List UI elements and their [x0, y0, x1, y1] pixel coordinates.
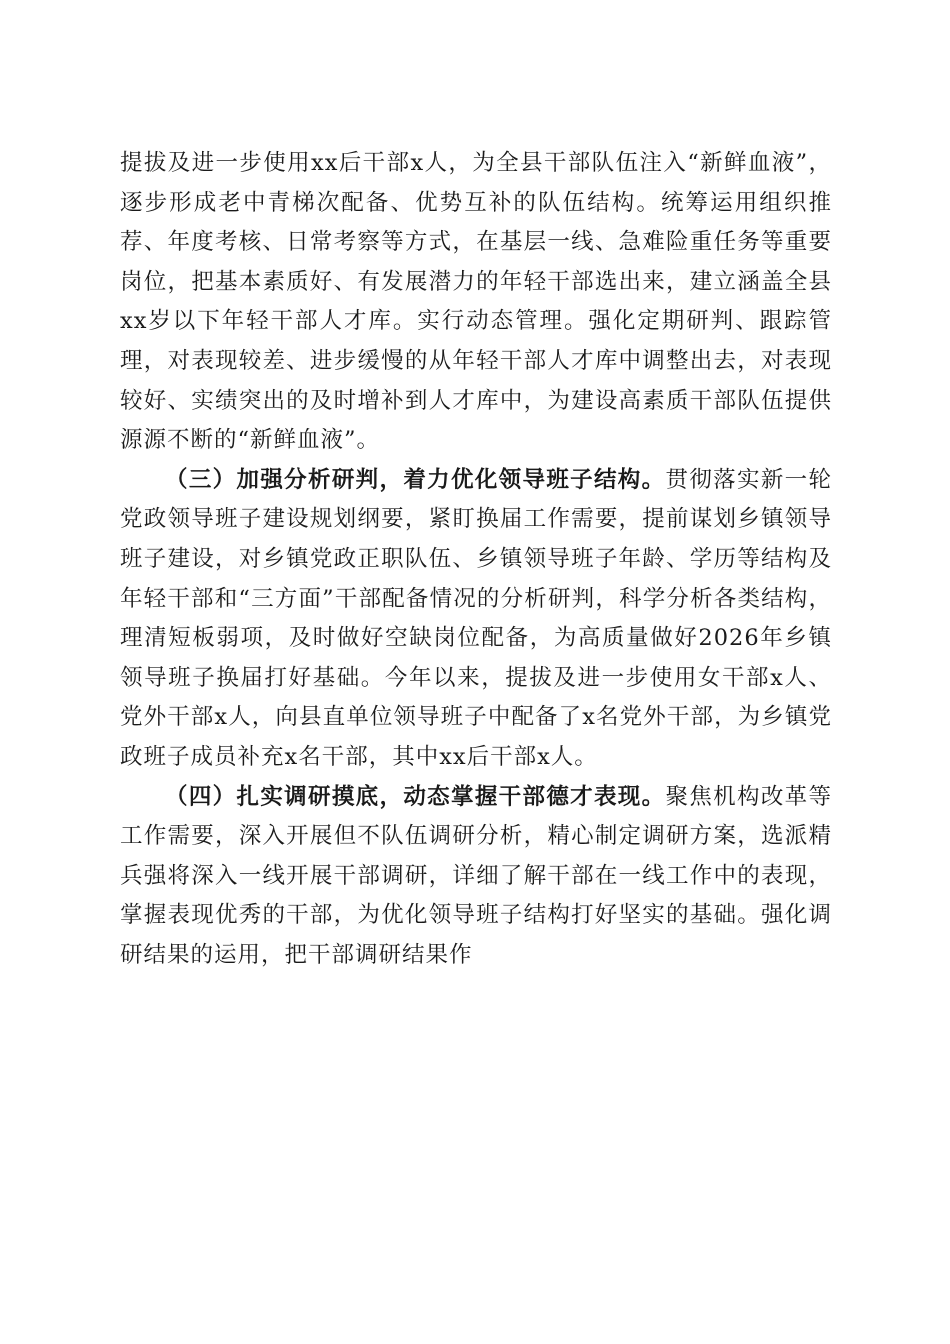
- section-heading: （三）加强分析研判，着力优化领导班子结构。: [165, 466, 666, 493]
- paragraph-text: 贯彻落实新一轮党政领导班子建设规划纲要，紧盯换届工作需要，提前谋划乡镇领导班子建设，对乡镇党政正职队伍、乡镇领导班子年龄、学历等结构及年轻干部和“三方面”干部配备情况的分析研判，科学分析各类结构，理清短板弱项，及时做好空缺岗位配备，为高质量做好2026年乡镇领导班子换届打好基础。今年以来，提拔及进一步使用女干部x人、党外干部x人，向县直单位领导班子中配备了x名党外干部，为乡镇党政班子成员补充x名干部，其中xx后干部x人。: [120, 466, 832, 770]
- section-heading: （四）扎实调研摸底，动态掌握干部德才表现。: [165, 783, 666, 810]
- paragraph-section-three: [120, 461, 832, 778]
- paragraph-text: 聚焦机构改革等工作需要，深入开展但不队伍调研分析，精心制定调研方案，选派精兵强将深入一线开展干部调研，详细了解干部在一线工作中的表现，掌握表现优秀的干部，为优化领导班子结构打好坚实的基础。强化调研结果的运用，把干部调研结果作: [120, 783, 832, 968]
- paragraph-section-four: [120, 778, 832, 976]
- paragraph-continuation: [120, 144, 832, 461]
- paragraph-text: 提拔及进一步使用xx后干部x人，为全县干部队伍注入“新鲜血液”，逐步形成老中青梯次配备、优势互补的队伍结构。统筹运用组织推荐、年度考核、日常考察等方式，在基层一线、急难险重任务等重要岗位，把基本素质好、有发展潜力的年轻干部选出来，建立涵盖全县xx岁以下年轻干部人才库。实行动态管理。强化定期研判、跟踪管理，对表现较差、进步缓慢的从年轻干部人才库中调整出去，对表现较好、实绩突出的及时增补到人才库中，为建设高素质干部队伍提供源源不断的“新鲜血液”。: [120, 150, 832, 454]
- document-page: [120, 144, 832, 975]
